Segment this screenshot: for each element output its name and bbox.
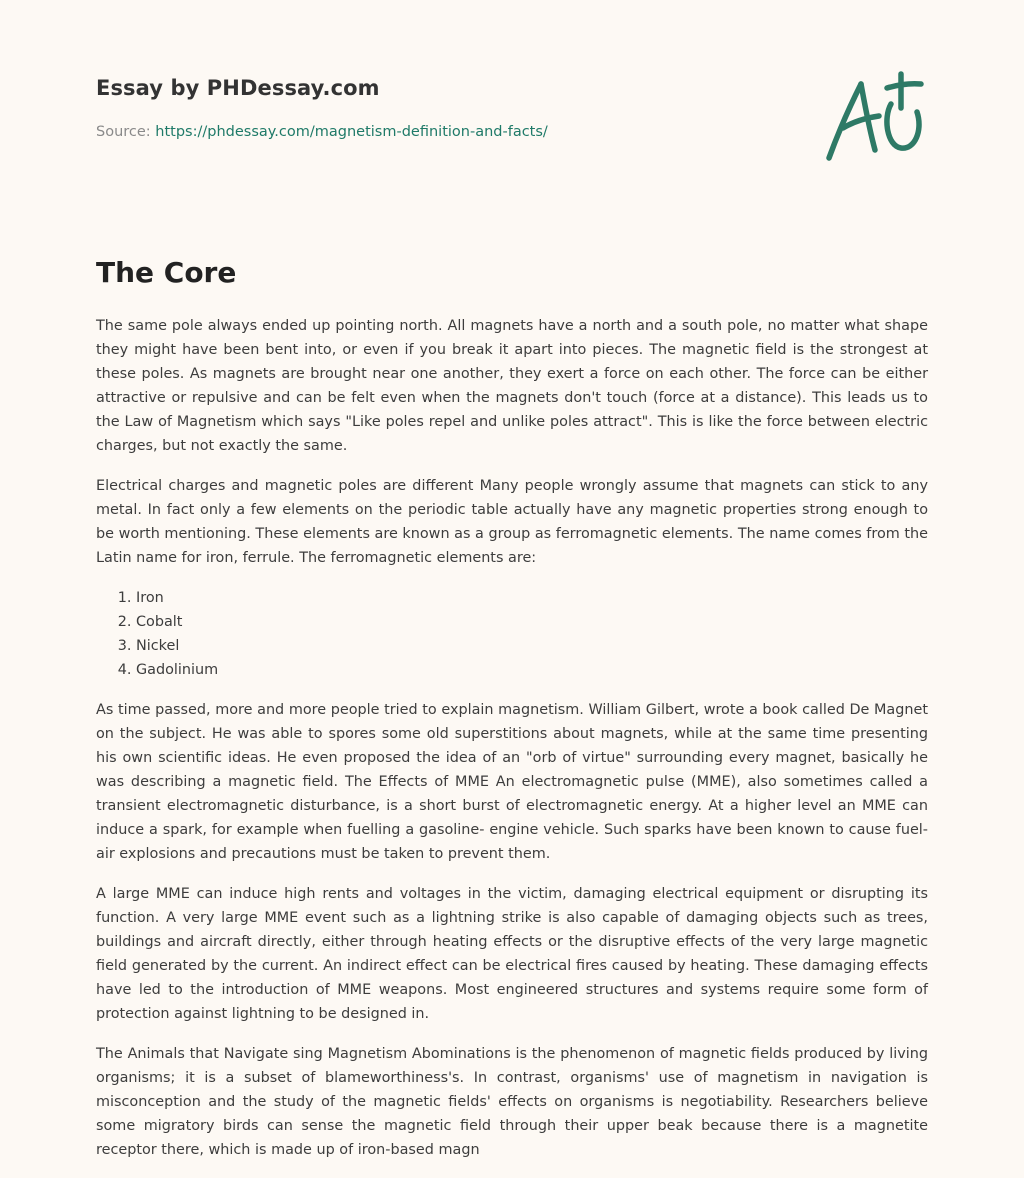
essay-title: The Core	[96, 256, 237, 289]
a-plus-logo-icon	[821, 66, 931, 166]
list-item: 1. Iron	[136, 586, 928, 610]
list-item: 4. Gadolinium	[136, 658, 928, 682]
paragraph: Electrical charges and magnetic poles are different Many people wrongly assume that magnets can stick to any metal. In fact only a few elements on the periodic table actually have any magnetic properties strong enough to be worth mentioning. These elements are known as a group as ferromagnetic elements. The name comes from the Latin name for iron, ferrule. The ferromagnetic elements are:	[96, 478, 928, 566]
paragraph: A large MME can induce high rents and voltages in the victim, damaging electrical equipment or disrupting its function. A very large MME event such as a lightning strike is also capable of damaging objects such as trees, buildings and aircraft directly, either through heating effects or the disruptive effects of the very large magnetic field generated by the current. An indirect effect can be electrical fires caused by heating. These damaging effects have led to the introduction of MME weapons. Most engineered structures and systems require some form of protection against lightning to be designed in.	[96, 886, 928, 1022]
site-brand: Essay by PHDessay.com	[96, 76, 380, 100]
paragraph: The same pole always ended up pointing north. All magnets have a north and a south pole, no matter what shape they might have been bent into, or even if you break it apart into pieces. The magnetic field is the strongest at these poles. As magnets are brought near one another, they exert a force on each other. The force can be either attractive or repulsive and can be felt even when the magnets don't touch (force at a distance). This leads us to the Law of Magnetism which says "Like poles repel and unlike poles attract". This is like the force between electric charges, but not exactly the same.	[96, 318, 928, 454]
paragraph: As time passed, more and more people tried to explain magnetism. William Gilbert, wrote a book called De Magnet on the subject. He was able to spores some old superstitions about magnets, while at the same time presenting his own scientific ideas. He even proposed the idea of an "orb of virtue" surrounding every magnet, basically he was describing a magnetic field. The Effects of MME An electromagnetic pulse (MME), also sometimes called a transient electromagnetic disturbance, is a short burst of electromagnetic energy. At a higher level an MME can induce a spark, for example when fuelling a gasoline- engine vehicle. Such sparks have been known to cause fuel-air explosions and precautions must be taken to prevent them.	[96, 702, 928, 862]
essay-body	[96, 314, 928, 1178]
list-item: 2. Cobalt	[136, 610, 928, 634]
source-label: Source:	[96, 124, 156, 140]
paragraph: The Animals that Navigate sing Magnetism Abominations is the phenomenon of magnetic fields produced by living organisms; it is a subset of blameworthiness's. In contrast, organisms' use of magnetism in navigation is misconception and the study of the magnetic fields' effects on organisms is negotiability. Researchers believe some migratory birds can sense the magnetic field through their upper beak because there is a magnetite receptor there, which is made up of iron-based magn	[96, 1046, 928, 1158]
source-link[interactable]: https://phdessay.com/magnetism-definition-and-facts/	[155, 124, 548, 140]
source-line	[96, 124, 548, 140]
ferromagnetic-elements-list	[96, 586, 928, 682]
list-item: 3. Nickel	[136, 634, 928, 658]
